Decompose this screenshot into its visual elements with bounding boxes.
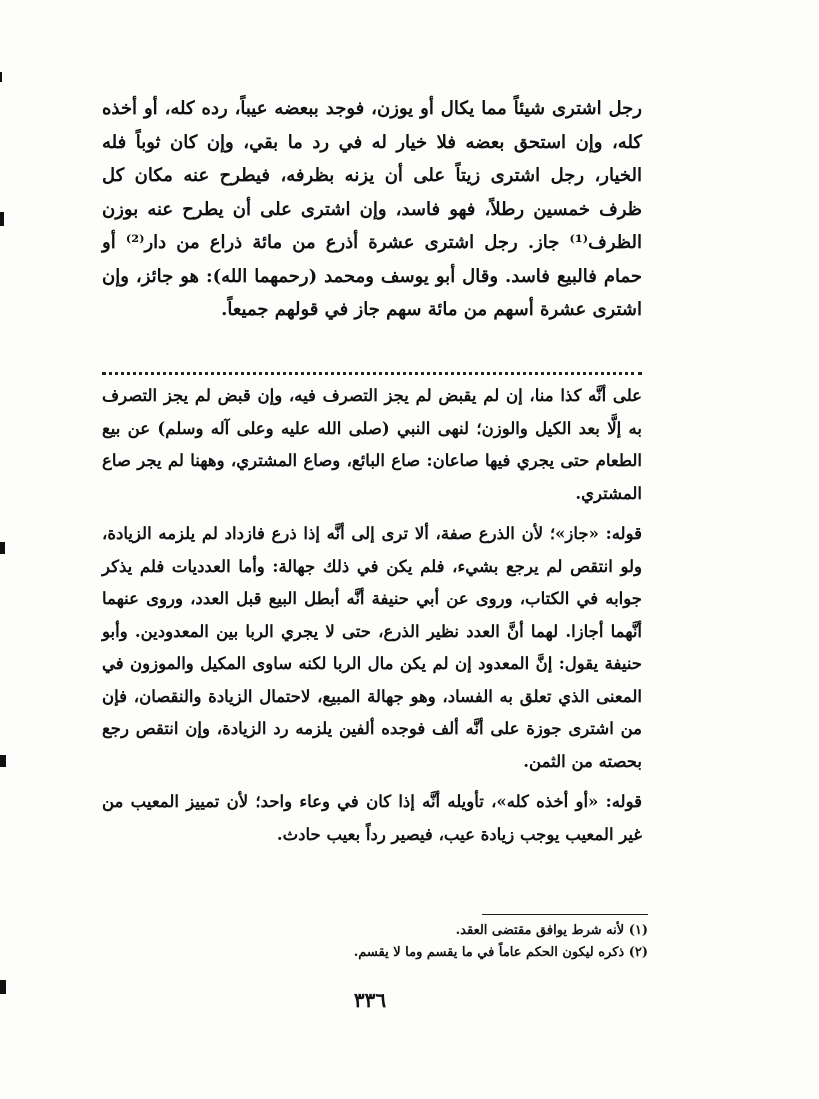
footnotes	[300, 920, 648, 964]
scan-edge-mark	[0, 755, 6, 767]
scan-edge-mark	[0, 72, 2, 82]
main-text-block	[102, 92, 642, 327]
scan-edge-mark	[0, 980, 6, 994]
main-text-paragraph: رجل اشترى شيئاً مما يكال أو يوزن، فوجد ببعضه عيباً، رده كله، أو أخذه كله، وإن استحق بعضه فلا خيار له في رد ما بقي، وإن كان ثوباً فله الخيار، رجل اشترى زيتاً على أن يزنه بظرفه، فيطرح عنه مكان كل ظرف خمسين رطلاً، فهو فاسد، وإن اشترى على أن يطرح عنه بوزن الظرف⁽¹⁾ جاز. رجل اشترى عشرة أذرع من مائة ذراع من دار⁽²⁾ أو حمام فالبيع فاسد. وقال أبو يوسف ومحمد (رحمهما الله): هو جائز، وإن اشترى عشرة أسهم من مائة سهم جاز في قولهم جميعاً.	[102, 98, 642, 320]
dotted-separator	[102, 372, 642, 375]
page-number: ٣٣٦	[353, 988, 387, 1012]
commentary-paragraph-3: قوله: «أو أخذه كله»، تأويله أنَّه إذا كان في وعاء واحد؛ لأن تمييز المعيب من غير المعيب يوجب زيادة عيب، فيصير رداً بعيب حادث.	[102, 792, 642, 844]
footnote-1: (١) لأنه شرط يوافق مقتضى العقد.	[455, 923, 648, 938]
scan-edge-mark	[0, 212, 4, 226]
footnote-separator	[482, 914, 648, 915]
footnote-2: (٢) ذكره ليكون الحكم عاماً في ما يقسم وما لا يقسم.	[353, 945, 648, 960]
scan-edge-mark	[0, 542, 5, 554]
commentary-block	[102, 380, 642, 859]
commentary-paragraph-2: قوله: «جاز»؛ لأن الذرع صفة، ألا ترى إلى أنَّه إذا ذرع فازداد لم يلزمه الزيادة، ولو انتقص لم يرجع بشيء، فلم يكن في ذلك جهالة: وأما العدديات فلم يذكر جوابه في الكتاب، وروى عن أبي حنيفة أنَّه أبطل البيع قبل العدد، وروى عنهما أنَّهما أجازا. لهما أنَّ العدد نظير الذرع، حتى لا يجري الربا بين المعدودين. وأبو حنيفة يقول: إنَّ المعدود إن لم يكن مال الربا لكنه ساوى المكيل والموزون في المعنى الذي تعلق به الفساد، وهو جهالة المبيع، لاحتمال الزيادة والنقصان، فإن من اشترى جوزة على أنَّه ألف فوجده ألفين يلزمه رد الزيادة، وإن انتقص رجع بحصته من الثمن.	[102, 524, 642, 771]
commentary-paragraph-1: على أنَّه كذا منا، إن لم يقبض لم يجز التصرف فيه، وإن قبض لم يجز التصرف به إلَّا بعد الكيل والوزن؛ لنهى النبي (صلى الله عليه وعلى آله وسلم) عن بيع الطعام حتى يجري فيها صاعان: صاع البائع، وصاع المشتري، وههنا لم يجر صاع المشتري.	[102, 386, 642, 503]
